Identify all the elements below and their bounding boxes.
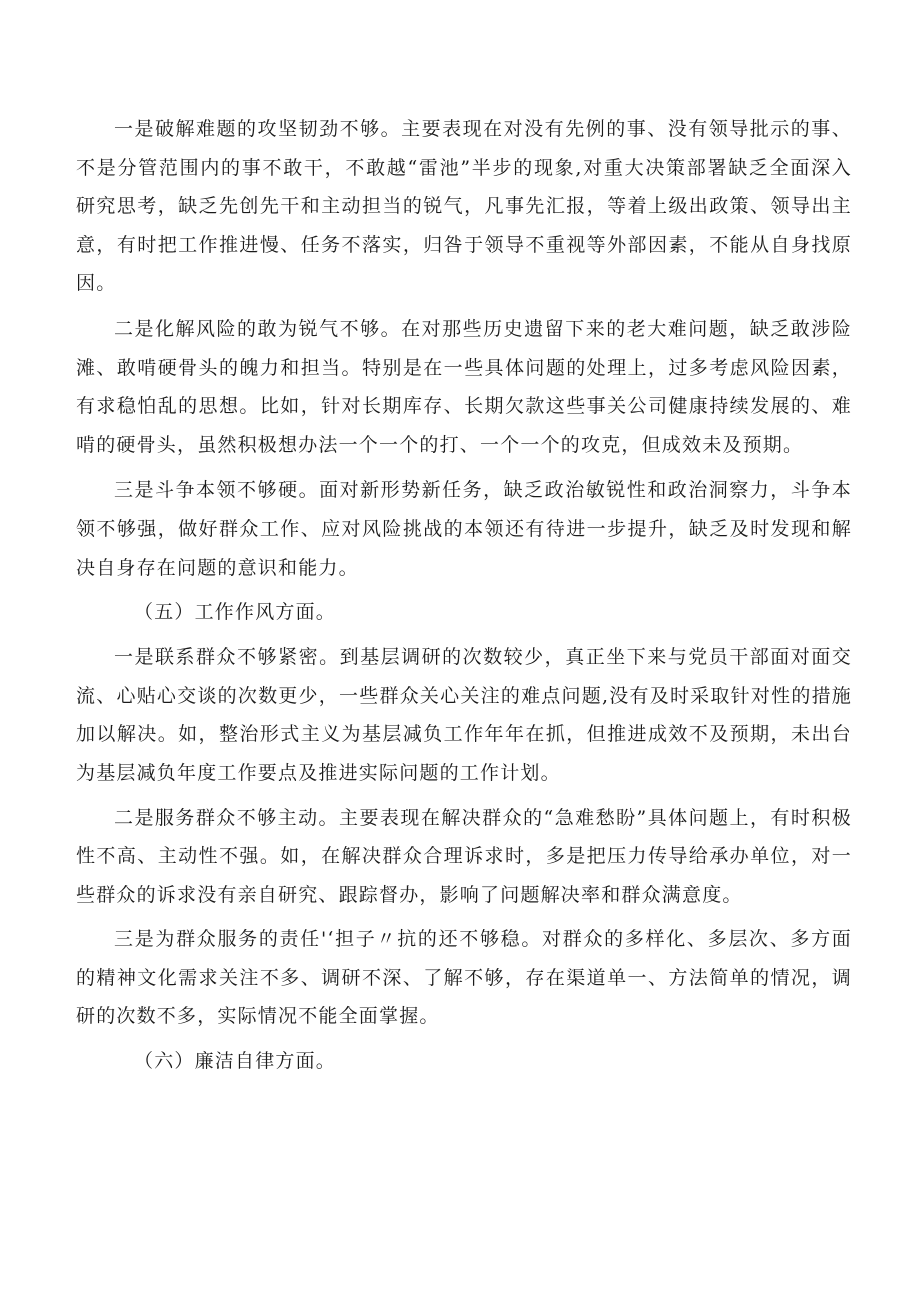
section-heading-integrity: （六）廉洁自律方面。 (134, 1050, 337, 1073)
paragraph-struggle-skills: 三是斗争本领不够硬。面对新形势新任务，缺乏政治敏锐性和政治洞察力，斗争本领不够强，做好群众工作、应对风险挑战的本领还有待进一步提升，缺乏及时发现和解决自身存在问题的意识和能力。 (76, 479, 852, 579)
paragraph-tackling-problems: 一是破解难题的攻坚韧劲不够。主要表现在对没有先例的事、没有领导批示的事、不是分管范围内的事不敢干，不敢越“雷池”半步的现象,对重大决策部署缺乏全面深入研究思考，缺乏先创先干和主动担当的锐气，凡事先汇报，等着上级出政策、领导出主意，有时把工作推进慢、任务不落实，归咎于领导不重视等外部因素，不能从自身找原因。 (76, 118, 852, 295)
paragraph-resolving-risks: 二是化解风险的敢为锐气不够。在对那些历史遗留下来的老大难问题，缺乏敢涉险滩、敢啃硬骨头的魄力和担当。特别是在一些具体问题的处理上，过多考虑风险因素，有求稳怕乱的思想。比如，针对长期库存、长期欠款这些事关公司健康持续发展的、难啃的硬骨头，虽然积极想办法一个一个的打、一个一个的攻克，但成效未及预期。 (76, 317, 852, 456)
paragraph-contact-masses: 一是联系群众不够紧密。到基层调研的次数较少，真正坐下来与党员干部面对面交流、心贴心交谈的次数更少，一些群众关心关注的难点问题,没有及时采取针对性的措施加以解决。如，整治形式主义为基层减负工作年年在抓，但推进成效不及预期，未出台为基层减负年度工作要点及推进实际问题的工作计划。 (76, 646, 852, 784)
paragraph-serve-masses: 二是服务群众不够主动。主要表现在解决群众的“急难愁盼”具体问题上，有时积极性不高、主动性不强。如，在解决群众合理诉求时，多是把压力传导给承办单位，对一些群众的诉求没有亲自研究、跟踪督办，影响了问题解决率和群众满意度。 (76, 806, 852, 906)
section-heading-work-style: （五）工作作风方面。 (134, 601, 337, 624)
document-page (76, 110, 852, 1087)
paragraph-service-responsibility: 三是为群众服务的责任'‘担子〃抗的还不够稳。对群众的多样化、多层次、多方面的精神文化需求关注不多、调研不深、了解不够，存在渠道单一、方法简单的情况，调研的次数不多，实际情况不能全面掌握。 (76, 928, 852, 1028)
